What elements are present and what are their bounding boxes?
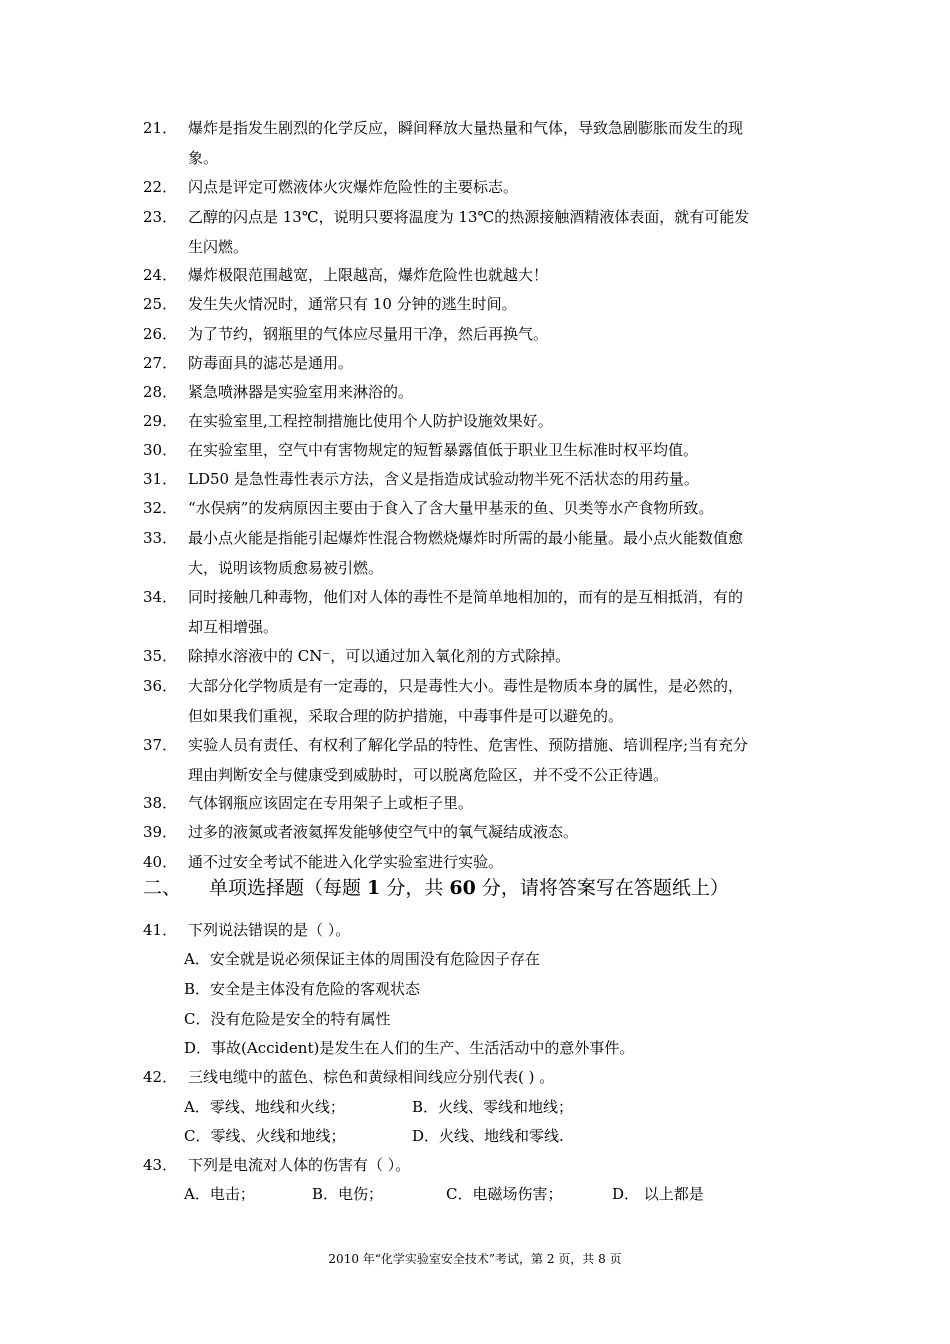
question-number: 22． <box>143 178 178 196</box>
question-text: 通不过安全考试不能进入化学实验室进行实验。 <box>188 853 504 871</box>
option-c: C．没有危险是安全的特有属性 <box>184 1010 391 1028</box>
question-number: 42． <box>143 1068 178 1086</box>
option-a: A．电击； <box>184 1185 255 1203</box>
question-text-continued: 却互相增强。 <box>188 618 279 636</box>
question-text: 发生失火情况时，通常只有 10 分钟的逃生时间。 <box>188 295 517 313</box>
question-text-continued: 理由判断安全与健康受到威胁时，可以脱离危险区，并不受不公正待遇。 <box>188 766 669 784</box>
question-text: LD50 是急性毒性表示方法，含义是指造成试验动物半死不活状态的用药量。 <box>188 470 699 488</box>
question-text: 爆炸是指发生剧烈的化学反应，瞬间释放大量热量和气体，导致急剧膨胀而发生的现 <box>188 119 744 137</box>
question-number: 24． <box>143 266 178 284</box>
section-score-per-item: 1 <box>367 877 381 899</box>
option-c: C．零线、火线和地线； <box>184 1127 346 1145</box>
option-d: D．事故(Accident)是发生在人们的生产、生活活动中的意外事件。 <box>184 1039 635 1057</box>
question-number: 30． <box>143 441 178 459</box>
question-number: 28． <box>143 383 178 401</box>
section-score-total: 60 <box>449 877 476 899</box>
question-number: 31． <box>143 470 178 488</box>
section-title-part: 分，共 <box>380 877 450 899</box>
question-text: 大部分化学物质是有一定毒的，只是毒性大小。毒性是物质本身的属性，是必然的， <box>188 677 744 695</box>
question-number: 37． <box>143 736 178 754</box>
option-b: B．火线、零线和地线； <box>412 1098 574 1116</box>
question-text: “水俣病”的发病原因主要由于食入了含大量甲基汞的鱼、贝类等水产食物所致。 <box>188 499 714 517</box>
question-text: 爆炸极限范围越宽，上限越高，爆炸危险性也就越大！ <box>188 266 549 284</box>
question-number: 27． <box>143 354 178 372</box>
section-title <box>209 877 729 899</box>
section-title-part: 单项选择题（每题 <box>209 877 368 899</box>
question-text: 紧急喷淋器是实验室用来淋浴的。 <box>188 383 414 401</box>
question-text: 防毒面具的滤芯是通用。 <box>188 354 354 372</box>
question-text: 在实验室里，空气中有害物规定的短暂暴露值低于职业卫生标准时权平均值。 <box>188 441 699 459</box>
option-b: B．电伤； <box>312 1185 384 1203</box>
question-number: 34． <box>143 588 178 606</box>
option-a: A．安全就是说必须保证主体的周围没有危险因子存在 <box>184 950 540 968</box>
question-number: 26． <box>143 325 178 343</box>
question-text: 在实验室里,工程控制措施比使用个人防护设施效果好。 <box>188 412 553 430</box>
question-text: 气体钢瓶应该固定在专用架子上或柜子里。 <box>188 794 474 812</box>
question-text-continued: 但如果我们重视，采取合理的防护措施，中毒事件是可以避免的。 <box>188 707 624 725</box>
question-text: 同时接触几种毒物，他们对人体的毒性不是简单地相加的，而有的是互相抵消，有的 <box>188 588 744 606</box>
question-text: 为了节约，钢瓶里的气体应尽量用干净，然后再换气。 <box>188 325 549 343</box>
question-number: 33． <box>143 529 178 547</box>
question-text: 乙醇的闪点是 13℃，说明只要将温度为 13℃的热源接触酒精液体表面，就有可能发 <box>188 208 750 226</box>
question-number: 38． <box>143 794 178 812</box>
question-number: 39． <box>143 823 178 841</box>
question-stem: 三线电缆中的蓝色、棕色和黄绿相间线应分别代表( ) 。 <box>188 1068 555 1086</box>
question-number: 21． <box>143 119 178 137</box>
question-text: 最小点火能是指能引起爆炸性混合物燃烧爆炸时所需的最小能量。最小点火能数值愈 <box>188 529 744 547</box>
question-text-continued: 生闪燃。 <box>188 238 249 256</box>
section-index: 二、 <box>143 877 182 899</box>
question-number: 23． <box>143 208 178 226</box>
question-number: 40． <box>143 853 178 871</box>
question-number: 25． <box>143 295 178 313</box>
section-heading <box>143 873 729 900</box>
question-number: 43． <box>143 1156 178 1174</box>
option-d: D． 以上都是 <box>612 1185 704 1203</box>
option-a: A．零线、地线和火线； <box>184 1098 345 1116</box>
question-text-continued: 象。 <box>188 149 219 167</box>
option-c: C．电磁场伤害； <box>446 1185 563 1203</box>
question-stem: 下列是电流对人体的伤害有（ ）。 <box>188 1156 411 1174</box>
page-footer: 2010 年“化学实验室安全技术”考试，第 2 页，共 8 页 <box>328 1252 622 1266</box>
question-number: 41． <box>143 921 178 939</box>
question-number: 32． <box>143 499 178 517</box>
question-number: 36． <box>143 677 178 695</box>
question-text: 实验人员有责任、有权利了解化学品的特性、危害性、预防措施、培训程序;当有充分 <box>188 736 749 754</box>
question-number: 35． <box>143 647 178 665</box>
option-b: B．安全是主体没有危险的客观状态 <box>184 980 421 998</box>
question-stem: 下列说法错误的是（ ）。 <box>188 921 351 939</box>
question-text: 除掉水溶液中的 CN⁻，可以通过加入氧化剂的方式除掉。 <box>188 647 571 665</box>
question-text: 闪点是评定可燃液体火灾爆炸危险性的主要标志。 <box>188 178 519 196</box>
question-text: 过多的液氮或者液氦挥发能够使空气中的氧气凝结成液态。 <box>188 823 579 841</box>
question-number: 29． <box>143 412 178 430</box>
option-d: D．火线、地线和零线. <box>412 1127 564 1145</box>
question-text-continued: 大，说明该物质愈易被引燃。 <box>188 559 384 577</box>
section-title-part: 分，请将答案写在答题纸上） <box>475 877 729 899</box>
